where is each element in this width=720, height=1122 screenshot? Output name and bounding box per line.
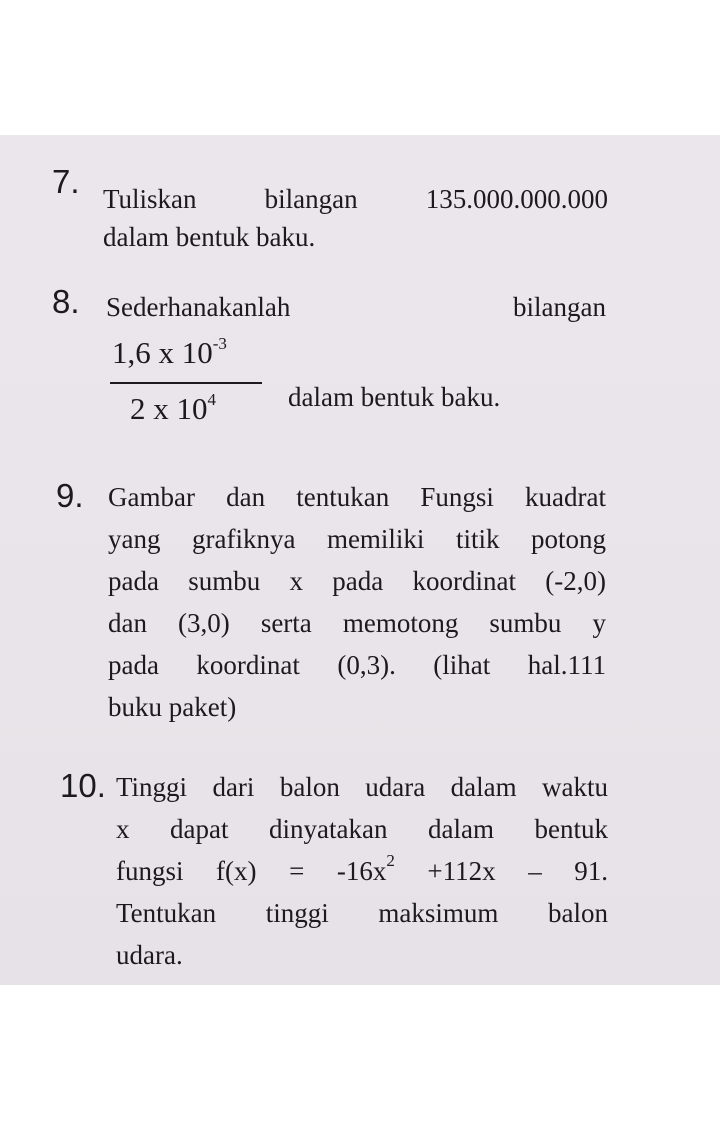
q10-word: Tinggi [116,772,188,802]
q9-word: (lihat [433,650,491,680]
q9-word: (0,3). [337,650,396,680]
q9-word: sumbu [188,566,261,596]
q10-word: bentuk [534,814,608,844]
q8-numerator-exp: -3 [212,334,227,353]
q7-number: 7. [52,163,80,200]
q9-word: potong [530,524,606,554]
q9-word: y [592,608,606,638]
q8-line-1-row [106,287,606,327]
q9-word: titik [455,524,500,554]
q10-line-3 [116,851,608,891]
q8-number: 8. [52,283,80,320]
q10-word: = [289,856,305,886]
q10-line-1 [116,767,608,807]
q10-term-16x2 [337,851,395,891]
q10-word: dinyatakan [269,814,388,844]
q7-word: Tuliskan [103,184,197,214]
q8-after-fraction: dalam bentuk baku. [288,382,501,412]
q10-word: – [528,856,542,886]
q9-word: hal.111 [527,650,606,680]
q9-word: (-2,0) [545,566,606,596]
q10-word: x [116,814,130,844]
q9-word: pada [108,650,159,680]
q10-term-base: -16x [336,856,387,886]
q7-line-1 [103,179,608,219]
q9-word: (3,0) [178,608,230,638]
q10-word: dalam [428,814,494,844]
q8-denominator-exp: 4 [207,390,216,409]
q9-word: dan [108,608,147,638]
q9-word: pada [108,566,159,596]
q9-word: x [289,566,304,596]
q9-line-4 [108,603,606,643]
q9-word: sumbu [489,608,562,638]
q8-fraction-bar [110,382,262,384]
q10-word: udara [365,772,426,802]
q10-word: maksimum [378,898,499,928]
q10-number: 10. [60,767,106,804]
q10-term-exp: 2 [386,851,395,870]
q8-denominator [130,391,216,427]
paper-photo [0,135,720,985]
q10-word: waktu [542,772,608,802]
q9-word: pada [332,566,384,596]
q10-word: dari [212,772,255,802]
q10-word: tinggi [265,898,329,928]
q9-line-3 [108,561,606,601]
q8-denominator-base: 2 x 10 [130,391,208,426]
q10-line-2 [116,809,608,849]
q9-word: yang [108,524,161,554]
q10-word: Tentukan [116,898,217,928]
q8-word: bilangan [513,292,606,322]
q10-word: fungsi [116,856,184,886]
q10-word: balon [547,898,608,928]
q10-line-4 [116,893,608,933]
q9-word: koordinat [412,566,516,596]
q10-word: f(x) [216,856,257,886]
q10-line-5: udara. [116,940,183,970]
q9-line-6: buku paket) [108,692,237,722]
q8-fraction [110,335,270,435]
q7-word: bilangan [264,184,358,214]
q9-word: Fungsi [420,482,494,512]
q9-word: grafiknya [191,524,296,554]
q9-word: serta [260,608,312,638]
q7-line-2: dalam bentuk baku. [103,222,316,252]
q10-word: dalam [450,772,517,802]
q9-word: koordinat [196,650,300,680]
q10-word: dapat [170,814,229,844]
q9-word: Gambar [108,482,195,512]
q9-line-2 [108,519,606,559]
q9-word: memiliki [326,524,425,554]
q10-word: 91. [574,856,608,886]
q9-word: dan [226,482,266,512]
q8-word: Sederhanakanlah [106,292,291,322]
q9-line-1 [108,477,606,517]
q9-number: 9. [56,477,84,514]
q9-word: tentukan [296,482,390,512]
q10-word: +112x [427,856,496,886]
q7-number-value: 135.000.000.000 [425,184,608,214]
q9-line-5 [108,645,606,685]
q9-word: memotong [342,608,459,638]
q10-word: balon [279,772,340,802]
q8-numerator-base: 1,6 x 10 [112,335,213,370]
q9-word: kuadrat [525,482,606,512]
q8-numerator [112,335,227,371]
